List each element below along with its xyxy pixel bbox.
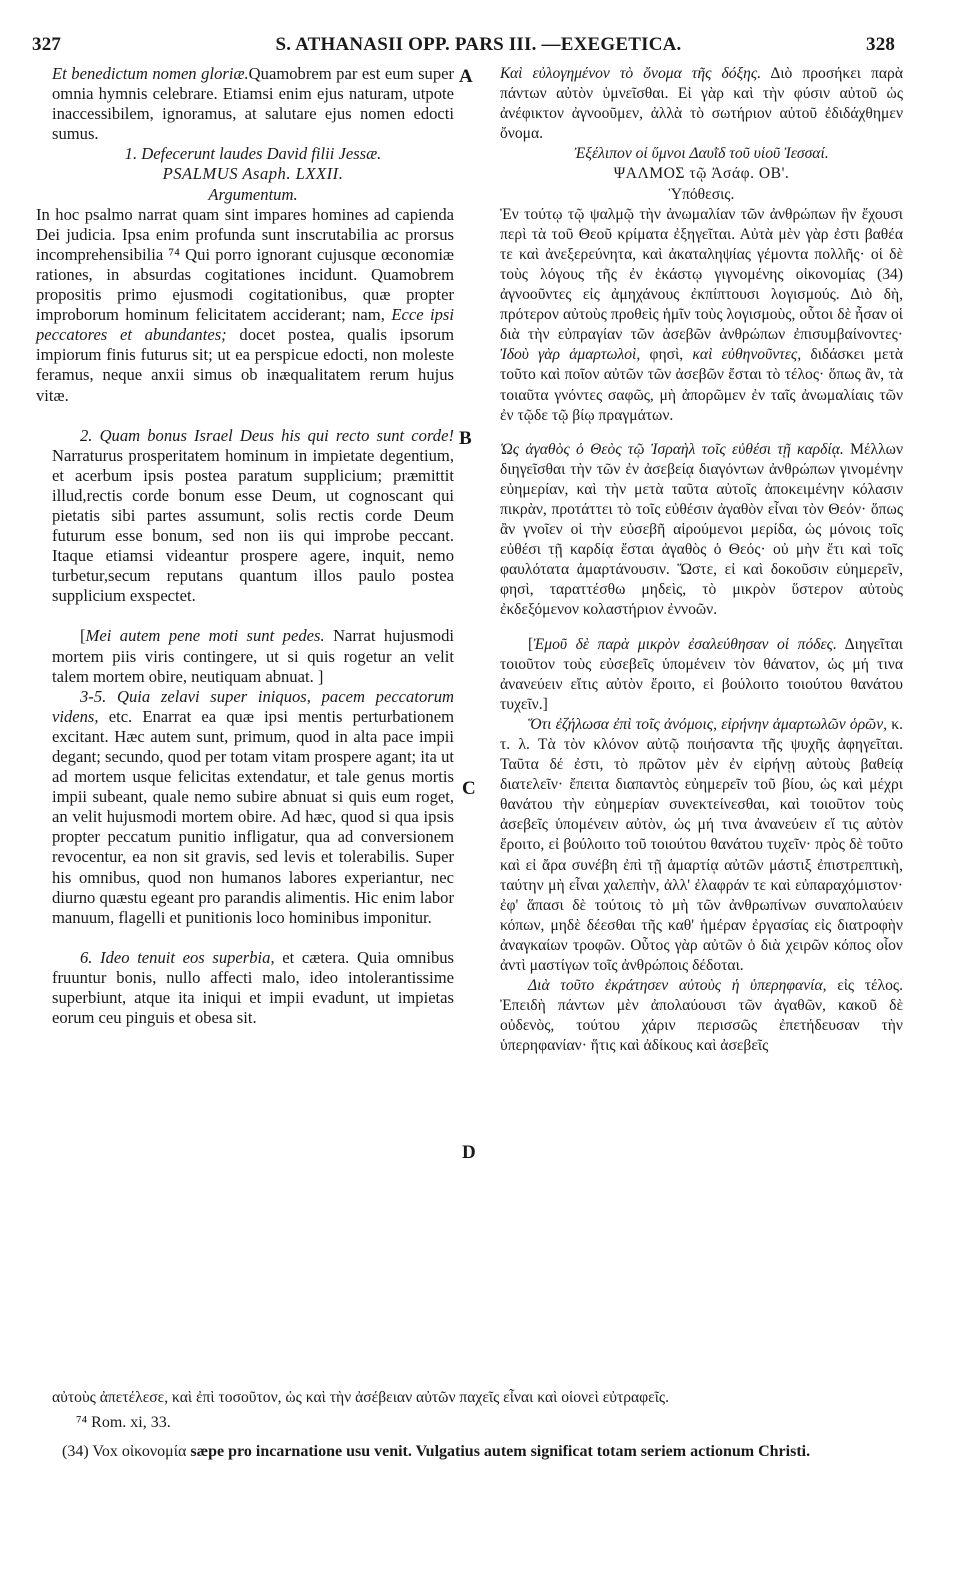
latin-argument-quote: Ecce ipsi peccatores et abundantes; (36, 305, 454, 345)
greek-verse-2 (500, 440, 903, 621)
latin-bracket-note (52, 626, 454, 686)
page-number-right: 328 (866, 34, 896, 55)
greek-bracket-close: ] (542, 695, 548, 713)
greek-verse-6-text: εἰς τέλος. Ἐπειδὴ πάντων μὲν ἀπολαύουσι τῶν ἀγαθῶν, κακοῦ δὲ οὐδενὸς, τούτου χάριν περισσῶς ἐπετήδευσαν τὴν ὑπερηφανίαν· ἥτις καὶ ἀδίκους καὶ ἀσεβεῖς (500, 977, 903, 1055)
latin-intro (52, 64, 454, 144)
latin-argument-head-text: Argumentum. (208, 184, 298, 204)
latin-bracket-open: [ (80, 626, 86, 646)
greek-verse-1-text: Ἐξέλιπον οἱ ὕμνοι Δαυῒδ τοῦ υἱοῦ Ἰεσσαί. (574, 145, 829, 163)
latin-argument-text: In hoc psalmo narrat quam sint impares homines ad capienda Dei judicia. Ipsa enim profunda sunt inscrutabilia ac prorsus incomprehensibilia ⁷⁴ Qui porro ignorant cujusque œconomiæ rationes, in absurdas cogitationes incidunt. Quamobrem propositis primo ejusmodi cogitationibus, quæ propter improborum hominum felicitatem acciderant; nam, (36, 204, 454, 325)
greek-verse-1 (500, 144, 903, 164)
greek-argument-text: Ἐν τούτῳ τῷ ψαλμῷ τὴν ἀνωμαλίαν τῶν ἀνθρώπων ἣν ἔχουσι περὶ τὰ τοῦ Θεοῦ κρίματα ἐξηγεῖται. Αὐτὰ μὲν γὰρ ἐστι βαθέα τε καὶ ἀνεξερεύνητα, καὶ ἀκαταληψίας γέμοντα πολλῆς· οἱ δὲ τοὺς λόγους τῆς ἐν ἑκάστῳ γιγνομένης οἰκονομίας (34) ἀγνοοῦντες εἰς ἀμηχάνους ἐκπίπτουσι λογισμούς. Διὸ δὴ, πρότερον αὐτοὺς προθεὶς ἡμῖν τοὺς λογισμοὺς, οὗτοι δὲ ἦσαν οἱ διὰ τὴν εὐπραγίαν τῶν ἀσεβῶν ἀνθρώπων ἐπισυμβαίνοντες· (500, 205, 903, 344)
footnote-34-label: (34) Vox (62, 1443, 118, 1460)
greek-argument-head-text: Ὑπόθεσις. (668, 185, 735, 203)
greek-verse-6 (500, 976, 903, 1056)
latin-bracket-close: ] (317, 666, 324, 686)
latin-intro-text: Quamobrem par est eum super omnia hymnis celebrare. Etiamsi enim ejus naturam, utpote inaccessibilem, ignoramus, at salutare ejus nomen edocti sumus. (52, 64, 455, 144)
latin-psalm-title (52, 164, 454, 184)
greek-intro (500, 64, 903, 144)
margin-letter-b: B (459, 428, 472, 449)
latin-column (36, 64, 455, 1028)
greek-argument-head (500, 185, 903, 205)
latin-verse-2-text: Narraturus prosperitatem hominum in impietate degentium, et acerbum ipsis postea paratum supplicium; præmittit illud,rectis corde bonum esse Deum, ut cognoscant qui pietatis sibi partes assumunt, solis rectis corde Deum futurum esse bonum, sed non iis qui improbe peccant. Itaque etiamsi videantur prospere agere, inquit, nemo turbetur,secum reputans quantum illos paulo postea supplicium exspectet. (52, 445, 454, 606)
greek-column (500, 64, 903, 1057)
greek-bracket-open: [ (528, 635, 534, 653)
greek-intro-text: Διὸ προσήκει παρὰ πάντων αὐτὸν ὑμνεῖσθαι. Εἰ γὰρ καὶ τὴν φύσιν αὐτοῦ ὡς ἀνέφικτον ἀγνοοῦμεν, ἀλλὰ τὸ σωτήριον αὐτοῦ ἐδιδάχθημεν ὄνομα. (500, 65, 903, 143)
greek-verse-3-5-text: κ. τ. λ. Τὰ τὸν κλόνον αὐτῷ ποιήσαντα τῆς ψυχῆς ἀφηγεῖται. Ταῦτα δέ ἐστι, τὸ πρῶτον μὲν ἐν εἰρήνῃ αὐτοὺς βαθείᾳ διατελεῖν· ἔπειτα διαπαντὸς εὐημερεῖν τοῦ βίου, ὡς καὶ μέχρι θανάτου τὴν εὐημερίαν συνεκτείνεσθαι, καὶ τοιοῦτον τοὺς ἀσεβεῖς ὑπομένειν αὐτὸν, ὡς μή τινα ἀνανεύειν εἴ τις αὐτὸν ἔροιτο, εἰ βούλοιτο τοῦ τοιούτου θανάτου τυχεῖν· πρὸς δὲ τοῦτο καὶ εἰ ἄρα συνέβη ἐπὶ τῇ ἁμαρτίᾳ αὐτῶν μάστιξ ἐπιστρεπτικὴ, ταύτην μὴ εἶναι χαλεπὴν, ἀλλ' ἐλαφράν τε καὶ εὐπαραχόμιστον· ἐφ' ἅπασι δὲ τούτοις τὸ μὴ τῶν ἀνθρωπίνων συναπολαύειν κόπων, μηδὲ δέεσθαι τῆς καθ' ἡμέραν ἐργασίας εἰς διατροφὴν ἀναγκαίων τροφῶν. Οὗτος γὰρ αὐτῶν ὁ διὰ χειρῶν κόπος οἷον ἀντὶ μαστίγων τοῖς ἀνθρώποις δέδοται. (500, 715, 903, 975)
greek-psalm-title (500, 164, 903, 184)
latin-verse-1 (52, 144, 454, 164)
latin-verse-6-text: et cætera. Quia omnibus fruuntur bonis, nullo affecti malo, ideo intolerantissime superbiunt, atque ita iniqui et impii evadunt, ut impietas eorum ceu pinguis et obesa sit. (52, 947, 454, 1028)
latin-bracket-text: Narrat hujusmodi mortem piis viris contingere, ut si quis rogetur an velit talem mortem obire, neutiquam abnuat. (52, 626, 454, 686)
footnote-34-text: sæpe pro incarnatione usu venit. Vulgatius autem significat totam seriem actionum Christi. (190, 1443, 811, 1460)
margin-letter-a: A (459, 66, 473, 87)
greek-verse-3-5-quote: Ὅτι ἐζήλωσα ἐπὶ τοῖς ἀνόμοις, εἰρήνην ἁμαρτωλῶν ὁρῶν, (528, 715, 888, 733)
footnote-74: ⁷⁴ Rom. xi, 33. (76, 1414, 171, 1431)
page-number-left: 327 (32, 34, 62, 55)
latin-verse-3-5-quote: 3-5. Quia zelavi super iniquos, pacem peccatorum videns, (52, 686, 454, 726)
latin-argument-end: docet postea, qualis ipsorum impiorum finis futurus sit; ut ea perspicue edocti, non moleste feramus, neque anxii simus ob inæqualitatem rerum hujus vitæ. (36, 325, 454, 405)
greek-intro-verse: Καὶ εὐλογημένον τὸ ὄνομα τῆς δόξης. (500, 65, 762, 82)
latin-argument (36, 205, 454, 406)
greek-verse-2-text: Μέλλων διηγεῖσθαι τὴν τῶν ἐν ἀσεβείᾳ διαγόντων ἀνθρώπων γινομένην εὐημερίαν, καὶ τὴν μετὰ ταῦτα αὐτοῖς ἀποκειμένην κόλασιν πικρὰν, προτάττει τὸ τοῖς εὐθέσιν ἀγαθὸν εἶναι τὸν Θεόν· ὅπως ἂν γνοῖεν οἱ τὴν εὐσεβῆ αἱρούμενοι μερίδα, ὡς μόνοις τοῖς εὐθέσι τῇ καρδίᾳ ἔσται ἀγαθὸς ὁ Θεός· οὐ μὴν ἔτι καὶ τοῖς φαυλότατα ἁμαρτάνουσιν. Ὥστε, εἰ καὶ δοκοῦσιν εὐημερεῖν, φησὶ, ταραττέσθω μηδεὶς, τὸ μικρὸν ὕστερον αὐτοὺς ἐκδεξόμενον κολαστήριον ἐννοῶν. (500, 440, 903, 619)
greek-argument-quote-2: καὶ εὐθηνοῦντες, (692, 346, 802, 364)
greek-bracket-quote: Ἐμοῦ δὲ παρὰ μικρὸν ἐσαλεύθησαν οἱ πόδες. (533, 635, 837, 653)
greek-argument-quote: Ἰδοὺ γὰρ ἁμαρτωλοὶ, (500, 346, 641, 364)
latin-verse-6-quote: 6. Ideo tenuit eos superbia, (80, 947, 275, 967)
margin-letter-c: C (462, 778, 476, 799)
greek-closing-line: αὐτοὺς ἀπετέλεσε, καὶ ἐπὶ τοσοῦτον, ὡς καὶ τὴν ἀσέβειαν αὐτῶν παχεῖς εἶναι καὶ οἱονεὶ εὐτραφεῖς. (52, 1389, 670, 1406)
greek-bracket-note (500, 635, 903, 715)
greek-verse-3-5 (500, 715, 903, 976)
latin-verse-6 (52, 948, 454, 1028)
greek-argument-end: διδάσκει μετὰ τοῦτο καὶ ποῖον αὐτῶν τῶν ἀσεβῶν ἔσται τὸ τέλος· ὅπως ἂν, τὰ τοιαῦτα γνόντες σαφῶς, μὴ ἀπορῶμεν ἐν ταῖς ἀνωμαλίαις τῶν ἐν τῷδε τῷ βίῳ πραγμάτων. (500, 346, 904, 424)
latin-verse-3-5 (52, 687, 454, 928)
latin-psalm-title-text: PSALMUS Asaph. LXXII. (162, 164, 344, 184)
footnote-34 (62, 1441, 904, 1462)
greek-psalm-title-text: ΨΑΛΜΟΣ τῷ Ἀσάφ. ΟΒ'. (613, 165, 790, 183)
greek-argument (500, 205, 903, 426)
latin-intro-verse: Et benedictum nomen gloriæ. (52, 64, 249, 83)
footnote-34-greek: οἰκονομία (121, 1443, 187, 1460)
latin-verse-3-5-text: etc. Enarrat ea quæ ipsi mentis perturbationem excitant. Hæc autem sunt, primum, quod in alta pace impii degant; secundo, quod per totam vitam prospere agant; ita ut ad mortem usque felicitas extendatur, et tale genus mortis impii subeant, quale nemo subire abnuat si quis eum roget, an velit hujusmodi mortem obire. Ad hæc, quod si qua ipsis propter peccatum punitio infligatur, qua ad conversionem revocentur, ea non sit gravis, sed levis et tolerabilis. Super his omnibus, quod non humanos labores experiantur, nec diurno quæstu egeant pro parandis alimentis. Hic enim labor manuum, flagelli et punitionis loco hominibus imponitur. (52, 706, 454, 927)
greek-verse-2-quote: Ὡς ἀγαθὸς ὁ Θεὸς τῷ Ἰσραὴλ τοῖς εὐθέσι τῇ καρδίᾳ. (500, 440, 844, 458)
latin-verse-2-quote: 2. Quam bonus Israel Deus his qui recto sunt corde! (80, 425, 454, 445)
latin-bracket-quote: Mei autem pene moti sunt pedes. (85, 626, 325, 646)
greek-argument-mid: φησὶ, (649, 346, 684, 364)
latin-argument-head (52, 185, 454, 205)
margin-letter-d: D (462, 1142, 476, 1163)
greek-bracket-text: Διηγεῖται τοιοῦτον τοὺς εὐσεβεῖς ὑπομένειν τὸν θάνατον, ὡς μή τινα ἀνανεύειν εἴτις αὐτὸν ἔροιτο, εἰ βούλοιτο τοιούτου θανάτου τυχεῖν. (500, 635, 903, 713)
greek-verse-6-quote: Διὰ τοῦτο ἐκράτησεν αὐτοὺς ἡ ὑπερηφανία, (528, 977, 827, 995)
latin-verse-2 (52, 426, 454, 607)
running-title: S. ATHANASII OPP. PARS III. —EXEGETICA. (275, 34, 682, 55)
latin-verse-1-text: 1. Defecerunt laudes David filii Jessæ. (124, 144, 382, 164)
